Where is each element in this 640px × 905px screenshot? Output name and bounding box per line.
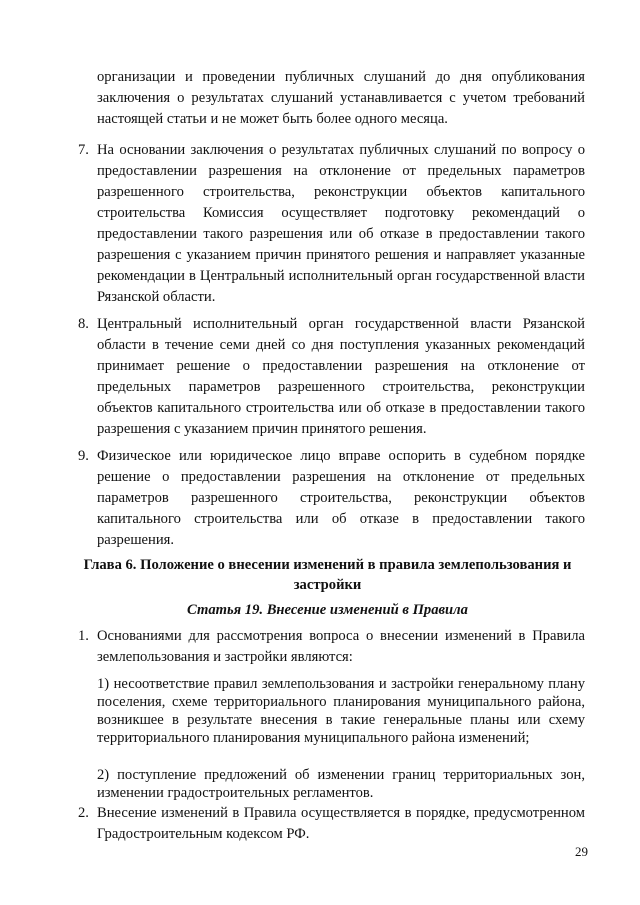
list-item-9 bbox=[78, 446, 585, 551]
list-item-2 bbox=[78, 803, 585, 845]
list-item-number: 7. bbox=[78, 142, 89, 158]
list-item-text: На основании заключения о результатах публичных слушаний по вопросу о предоставлении разрешения на отклонение от предельных параметров разрешенного строительства, реконструкции объектов капитального строительства Комиссия осуществляет подготовку рекомендаций о предоставлении такого разрешения или об отказе в предоставлении такого разрешения с указанием причин принятого решения и направляет указанные рекомендации в Центральный исполнительный орган государственной власти Рязанской области. bbox=[97, 142, 585, 305]
intro-paragraph: организации и проведении публичных слушаний до дня опубликования заключения о результатах слушаний устанавливается с учетом требований настоящей статьи и не может быть более одного месяца. bbox=[97, 69, 585, 127]
list-item-text: Физическое или юридическое лицо вправе оспорить в судебном порядке решение о предоставлении разрешения на отклонение от предельных параметров разрешенного строительства, реконструкции объектов капитального строительства или об отказе в предоставлении такого разрешения. bbox=[97, 448, 585, 548]
list-item-number: 2. bbox=[78, 805, 89, 821]
article-heading: Статья 19. Внесение изменений в Правила bbox=[187, 602, 468, 618]
subitem-1: 1) несоответствие правил землепользования и застройки генеральному плану поселения, схеме территориального планирования муниципального района, возникшее в результате внесения в такие генеральные планы или схему территориального планирования муниципального района изменений; bbox=[97, 676, 585, 746]
list-item-number: 1. bbox=[78, 628, 89, 644]
page-number: 29 bbox=[575, 844, 588, 859]
list-item-number: 8. bbox=[78, 316, 89, 332]
list-item-text: Центральный исполнительный орган государственной власти Рязанской области в течение семи дней со дня поступления указанных рекомендаций принимает решение о предоставлении разрешения на отклонение от предельных параметров разрешенного строительства, реконструкции объектов капитального строительства или об отказе в предоставлении такого разрешения с указанием причин принятого решения. bbox=[97, 316, 585, 437]
chapter-heading: Глава 6. Положение о внесении изменений в правила землепользования и застройки bbox=[83, 557, 572, 593]
list-item-7 bbox=[78, 140, 585, 308]
list-item-number: 9. bbox=[78, 448, 89, 464]
list-item-text: Внесение изменений в Правила осуществляется в порядке, предусмотренном Градостроительным кодексом РФ. bbox=[97, 805, 585, 842]
subitem-2: 2) поступление предложений об изменении границ территориальных зон, изменении градостроительных регламентов. bbox=[97, 767, 585, 801]
list-item-1 bbox=[78, 626, 585, 668]
list-item-8 bbox=[78, 314, 585, 440]
list-item-text: Основаниями для рассмотрения вопроса о внесении изменений в Правила землепользования и застройки являются: bbox=[97, 628, 585, 665]
